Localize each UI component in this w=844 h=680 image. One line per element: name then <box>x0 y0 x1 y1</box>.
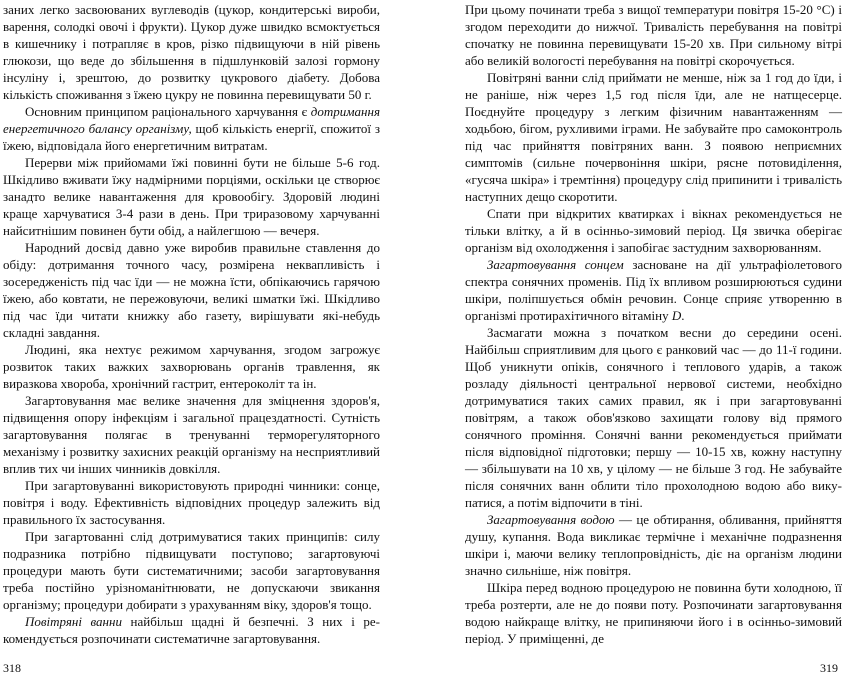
paragraph-right-7 <box>465 579 842 647</box>
paragraph-left-6 <box>3 392 380 477</box>
paragraph-text: . <box>681 308 685 323</box>
paragraph-left-7 <box>3 477 380 528</box>
italic-term: Повітряні ванни <box>25 614 122 629</box>
paragraph-right-5 <box>465 324 842 511</box>
left-page-column <box>3 1 380 647</box>
paragraph-text: Перерви між прийомами їжі повинні бути не більше 5-6 год. Шкідливо вживати їжу надмірними порціями, оскільки це створює занадто велике навантаження для кровообігу. Здоровій людині краще харчуватися 3-4 рази в день. При триразовому харчуванні найситнішим повинен бути обід, а найлегшою — вечеря. <box>3 155 380 238</box>
paragraph-text: Основним принципом раціонального харчування є <box>25 104 311 119</box>
paragraph-text: зaних легко засвоюваних вуглеводів (цукор, кондитерські вироби, варення, солодкі овочі і фрукти). Цукор дуже швидко всмоктується в кишечнику і потрапляє в кров, різко підвищуючи в ній рівень глюкози, що веде до збільшення в підшлунковій залозі гормону інсуліну і, зрештою, до розвитку цукрового діабету. Добова кількість споживання з їжею цукру не повинна перевищувати 50 г. <box>3 2 380 102</box>
paragraph-right-2 <box>465 69 842 205</box>
paragraph-right-3 <box>465 205 842 256</box>
italic-term: Загартовування водою <box>487 512 615 527</box>
paragraph-text: найбільш щадні й безпечні. З них і рекомендується розпочинати систематичне загартовування. <box>3 614 380 646</box>
paragraph-left-1 <box>3 1 380 103</box>
paragraph-text: Спати при відкритих кватирках і вікнах рекомендується не тільки влітку, а й в осінньо-зимовий період. Ця звичка оберігає організм від охолодження і запобігає застудним захворюванням. <box>465 206 842 255</box>
page-number-right: 319 <box>820 661 838 675</box>
paragraph-text: Людині, яка нехтує режимом харчування, згодом загрожує розвиток таких важких захворювань органів травлення, як виразкова хвороба, хронічний гастрит, ентероколіт та ін. <box>3 342 380 391</box>
italic-term: дотримання енергетичного балансу організму, <box>3 104 380 136</box>
paragraph-text: засноване на дії ультрафіолетового спектра сонячних променів. Під їх впливом розширюються судини шкіри, поліпшується обмін речовин. Сонце сприяє утворенню в організмі протирахітичного вітаміну <box>465 257 842 323</box>
paragraph-text: Загартовування має велике значення для зміцнення здоров'я, підвищення опору інфекціям і загальної працездатності. Сутність загартовування полягає в тренуванні терморегуляторного механізму і розвитку захисних реакцій організму на несприятливий вплив тих чи інших чинників довкілля. <box>3 393 380 476</box>
paragraph-left-8 <box>3 528 380 613</box>
paragraph-left-4 <box>3 239 380 341</box>
paragraph-right-4 <box>465 256 842 324</box>
paragraph-left-5 <box>3 341 380 392</box>
paragraph-text: Засмагати можна з початком весни до середини осені. Найбільш сприятливим для цього є ранковий час — до 11-ї години. Щоб уникнути опіків, сонячного і теплового ударів, а також розладу діяльності центральної нервової системи, необхідно дотримуватися таких самих правил, як і при загартовуванні повітрям, а також обов'язково захищати голову від прямого сонячного проміння. Сонячні ванни рекомендується приймати після відповідної підготовки; першу — 10-15 хв, кожну наступну — збільшувати на 10 хв, у цілому — не більше 3 год. Не забувайте після сонячних ванн облити тіло прохолодною водою або викупатися, а потім відпочити в тіні. <box>465 325 842 510</box>
paragraph-text: Шкіра перед водною процедурою не повинна бути холодною, її треба розтерти, але не до появи поту. Розпочинати загартовування водою найкраще влітку, не припиняючи його і в осінньо-зимовий період. У приміщенні, де <box>465 580 842 646</box>
paragraph-text: При загартованні слід дотримуватися таких принципів: силу подразника потрібно підвищувати поступово; загартовуючі процедури мають бути систематичними; засоби загартовування треба постійно урізноманітнювати, не допускаючи звикання організму; процедури добирати з урахуванням віку, здоров'я тощо. <box>3 529 380 612</box>
paragraph-right-6 <box>465 511 842 579</box>
paragraph-text: При цьому починати треба з вищої температури повітря 15-20 °С) і згодом переходити до нижчої. Тривалість перебування на повітрі спочатку не повинна перевищувати 15-20 хв. При сильному вітрі або великій вологості перебування на повітрі скорочується. <box>465 2 842 68</box>
page-number-left: 318 <box>3 661 21 675</box>
right-page-column <box>465 1 842 647</box>
italic-term: Загартовування сонцем <box>487 257 624 272</box>
paragraph-text: При загартовуванні використовують природні чинники: сонце, повітря і воду. Ефективність відповідних процедур залежить від правильного їх застосування. <box>3 478 380 527</box>
paragraph-right-1 <box>465 1 842 69</box>
paragraph-text: щоб кількість енергії, спожитої з їжею, відповідала його енергетичним витратам. <box>3 121 380 153</box>
paragraph-text: Народний досвід давно уже виробив правильне ставлення до обіду: дотримання точного часу, розмірена неквапливість і зосередженість під час їди — не можна їсти, обпікаючись гарячою їжею, або ковтати, не пережовуючи, великі шматки їжі. Шкідливо під час їди читати книжку або газету, вирішувати які-небудь складні завдання. <box>3 240 380 340</box>
paragraph-left-3 <box>3 154 380 239</box>
paragraph-text: Повітряні ванни слід приймати не менше, ніж за 1 год до їди, і не раніше, ніж через 1,5 год після їди, але не натщесерце. Поєднуйте процедуру з легким фізичним навантаженням — ходьбою, бігом, рухливими іграми. Не забувайте про самоконтроль під час прийняття повітряних ванн. З появою неприємних симптомів (сильне почервоніння шкіри, рясне потовиділення, «гусяча шкіра» і тремтіння) процедуру слід припинити і тривалість наступних дещо скоротити. <box>465 70 842 204</box>
paragraph-text: — це обтирання, обливання, прийняття душу, купання. Вода викликає термічне і механічне подразнення шкіри і, маючи велику теплопровідність, діє на організм людини значно сильніше, ніж повітря. <box>465 512 842 578</box>
italic-term: D <box>671 308 682 323</box>
paragraph-left-2 <box>3 103 380 154</box>
paragraph-left-9 <box>3 613 380 647</box>
